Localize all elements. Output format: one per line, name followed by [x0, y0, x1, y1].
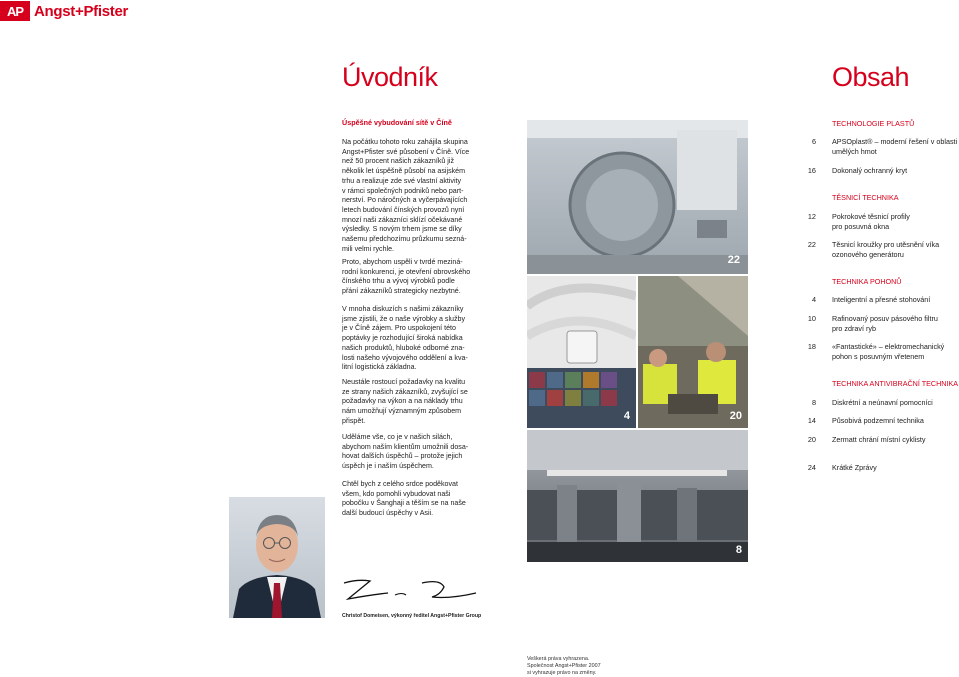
toc-page-number: 22 — [807, 240, 816, 249]
toc-page-number: 24 — [807, 463, 816, 472]
toc-category: TECHNIKA ANTIVIBRAČNÍ TECHNIKA — [832, 379, 959, 388]
toc-entry[interactable]: Inteligentní a přesné stohování — [832, 295, 931, 304]
toc-page-number: 14 — [807, 416, 816, 425]
logo-name: Angst+Pfister — [34, 2, 129, 20]
toc-page-number: 10 — [807, 314, 816, 323]
editorial-paragraph: Chtěl bych z celého srdce poděkovat všem, kdo pomohli vybudovat naši pobočku v Šanghaji a těším se na naše další budoucí úspěchy v Asii. — [342, 480, 466, 518]
toc-entry[interactable]: Působivá podzemní technika — [832, 416, 924, 425]
portrait-caption: Christof Domeisen, výkonný ředitel Angst+Pfister Group — [342, 613, 482, 619]
toc-page-number: 6 — [811, 137, 816, 146]
editorial-paragraph: Proto, abychom uspěli v tvrdé meziná- rodní konkurenci, je otevření obrovského čínského trhu a vývoj výrobků podle přání zákazníků strategicky nezbytné. — [342, 258, 471, 296]
toc-category: TECHNIKA POHONŮ — [832, 277, 902, 286]
toc-entry[interactable]: Zermatt chrání místní cyklisty — [832, 435, 926, 444]
portrait-photo — [229, 497, 325, 618]
company-logo — [0, 0, 145, 22]
toc-page-number: 8 — [811, 398, 816, 407]
toc-entry[interactable]: Těsnicí kroužky pro utěsnění víka ozonového generátoru — [832, 240, 940, 259]
photo-page-number: 8 — [735, 544, 742, 556]
toc-page-number: 20 — [807, 435, 816, 444]
toc-page-number: 16 — [807, 166, 816, 175]
editorial-paragraph: Neustále rostoucí požadavky na kvalitu ze strany našich zákazníků, zvyšující se požadavky na výkon a na náklady trhu nám umožňují významným způsobem přispět. — [342, 378, 468, 425]
toc-entry[interactable]: Rafinovaný posuv pásového filtru pro zdraví ryb — [832, 314, 938, 333]
signature — [340, 575, 480, 605]
toc-entry[interactable]: Diskrétní a neúnavní pomocníci — [832, 398, 933, 407]
toc-page-number: 12 — [807, 212, 816, 221]
toc-page-number: 4 — [811, 295, 816, 304]
photo-page-number: 4 — [623, 410, 630, 422]
toc-entry[interactable]: «Fantastické» – elektromechanický pohon s posuvným vřetenem — [832, 342, 945, 361]
toc-category: TĚSNICÍ TECHNIKA — [832, 193, 899, 202]
editorial-title: Úvodník — [342, 62, 438, 92]
photo-workers — [638, 276, 748, 428]
toc-title: Obsah — [832, 62, 910, 92]
toc-page-number: 18 — [807, 342, 816, 351]
logo-mark: AP — [0, 1, 30, 21]
photo-page-number: 20 — [729, 410, 742, 422]
toc-entry[interactable]: APSOplast® – moderní řešení v oblasti umělých hmot — [832, 137, 958, 156]
photo-timing-belt — [527, 276, 636, 428]
toc-entry[interactable]: Pokrokové těsnicí profily pro posuvná okna — [832, 212, 910, 231]
editorial-subhead: Úspěšné vybudování sítě v Číně — [342, 118, 452, 127]
photo-production-line — [527, 430, 748, 562]
portrait-illustration — [229, 497, 325, 618]
copyright-footer: Veškerá práva vyhrazena. Společnost Angst+Pfister 2007 si vyhrazuje právo na změny. — [527, 656, 601, 676]
toc-category: TECHNOLOGIE PLASTŮ — [832, 119, 915, 128]
toc-entry[interactable]: Dokonalý ochranný kryt — [832, 166, 908, 175]
toc-entry[interactable]: Krátké Zprávy — [832, 463, 877, 472]
editorial-paragraph: Uděláme vše, co je v našich silách, abychom naším klientům umožnili dosa- hovat dalších úspěchů – protože jejich úspěch je i naším úspěchem. — [342, 433, 469, 471]
photo-ozone-generator — [527, 120, 748, 274]
photo-page-number: 22 — [727, 254, 740, 266]
editorial-paragraph: V mnoha diskuzích s našimi zákazníky jsme zjistili, že o naše výrobky a služby je v Číně zájem. Pro uspokojení této poptávky je rozhodující široká nabídka našich produktů, hluboké odborné zna- losti našeho vývojového oddělení a kva- litní logistická základna. — [342, 305, 468, 372]
editorial-paragraph: Na počátku tohoto roku zahájila skupina Angst+Pfister své působení v Číně. Více než 50 procent našich zákazníků již několik let úspěšně působí na asijském trhu a realizuje zde své vlastní aktivity v rámci společných podniků nebo part- nerství. Po náročných a vyčerpávajících letech budování čínských provozů nyní mnozí naši zákazníci sklízí očekávané výsledky. S novým trhem jsme se díky našemu předchozímu průzkumu sezná- mili velmi rychle. — [342, 138, 470, 253]
